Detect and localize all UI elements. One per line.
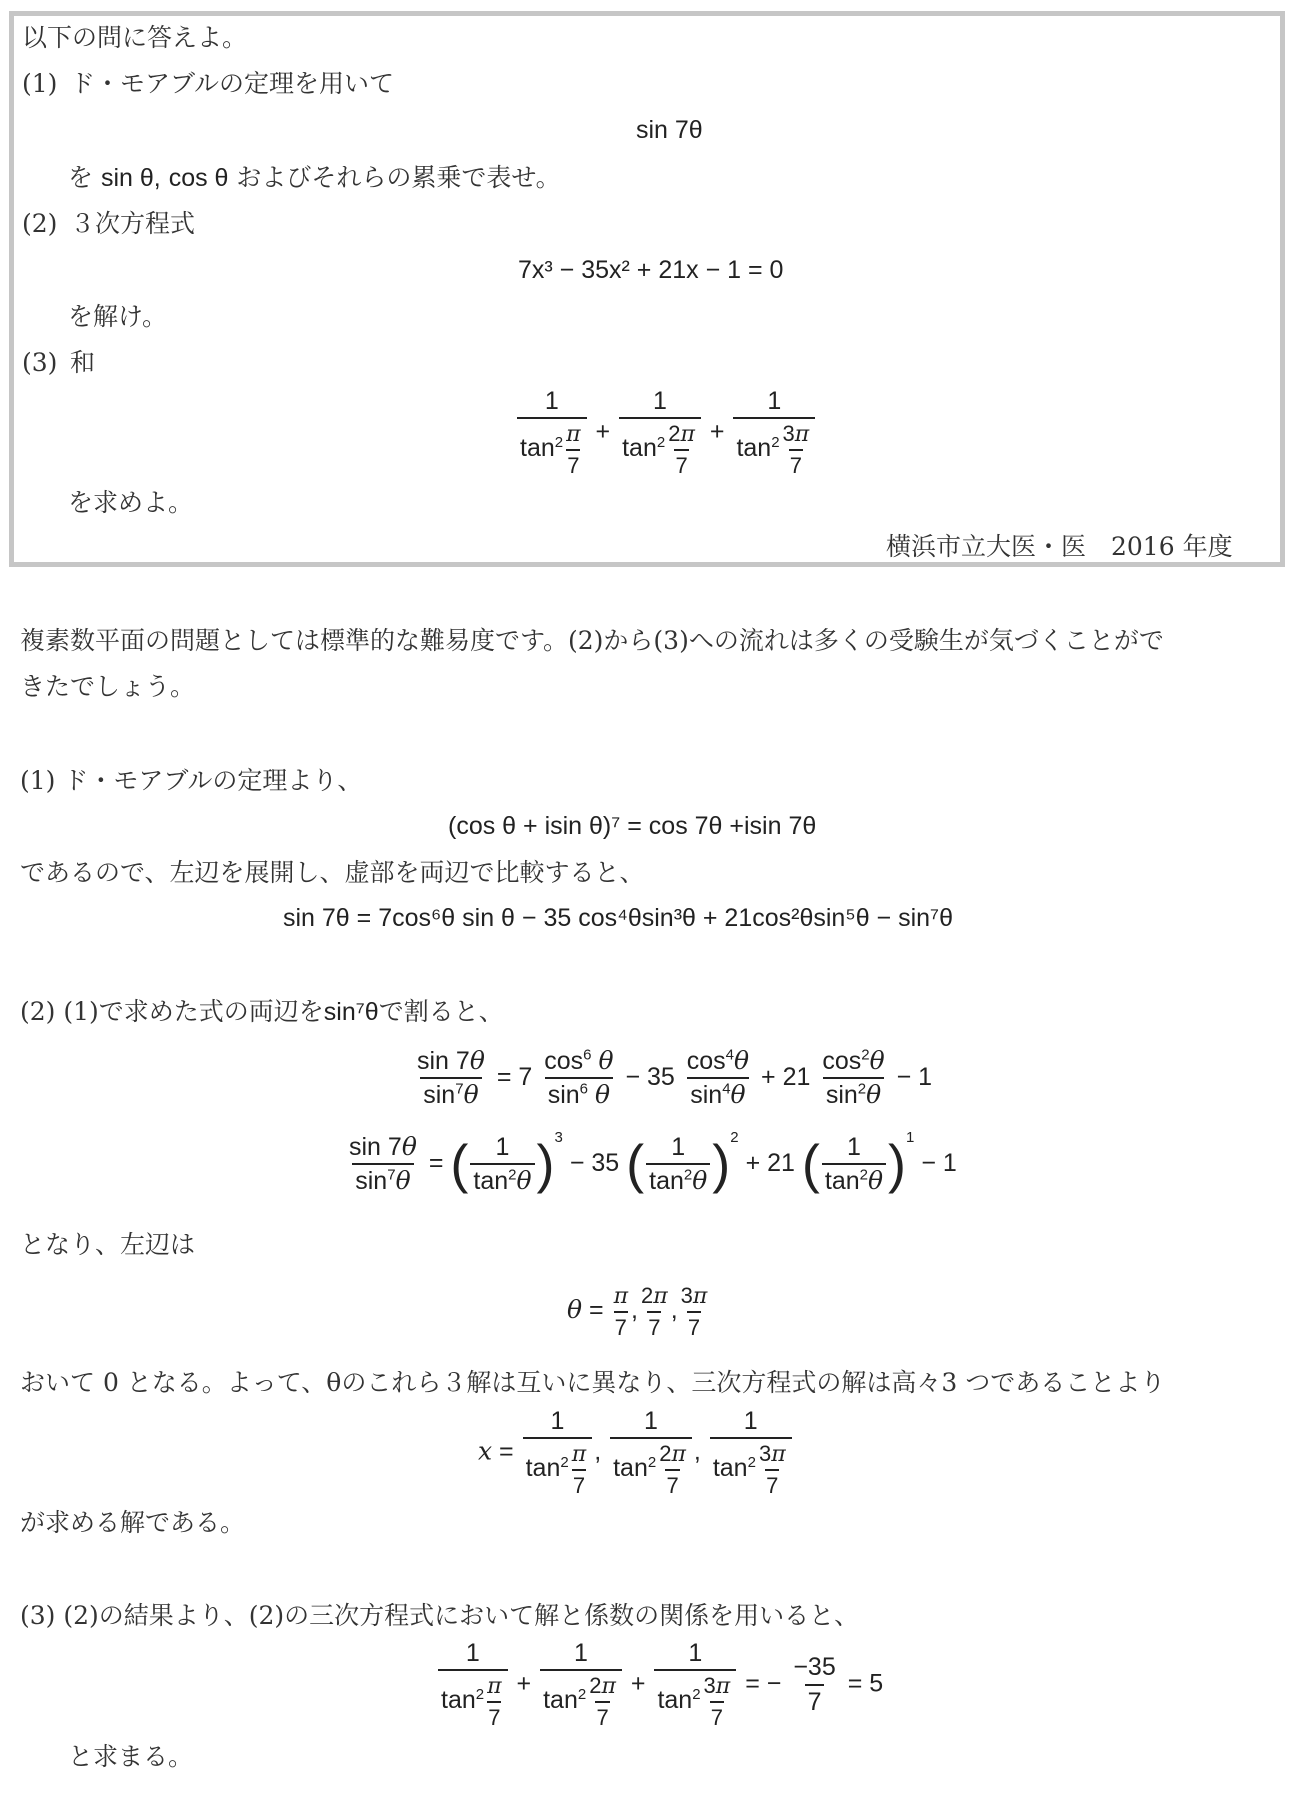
q3-label: (3) bbox=[22, 348, 58, 377]
solution-3-heading: (3) (2)の結果より、(2)の三次方程式において解と係数の関係を用いると、 bbox=[20, 1601, 860, 1630]
q1-expression: sin 7θ bbox=[636, 116, 703, 144]
solution-1-equation-1: (cos θ + isin θ)⁷ = cos 7θ +isin 7θ bbox=[448, 812, 817, 840]
q3-sum-expression: 1 $\tan^2$ $\frac{\pi}{7}$ + 1 $\tan^2$ $\frac{2\pi}{7}$ + 1 $\tan^2$ $\frac{3\pi}{7}$ bbox=[515, 388, 817, 477]
q3-text: 和 bbox=[70, 348, 96, 377]
solution-1-equation-2: sin 7θ = 7cos⁶θ sin θ − 35 cos⁴θsin³θ + 21cos²θsin⁵θ − sin⁷θ bbox=[283, 904, 953, 932]
q3-instruction: を求めよ。 bbox=[68, 488, 194, 517]
solution-2-equation-1: $\frac{\sin 7\theta}{\sin^7\theta}$ = 7 $\frac{\cos^6 \theta}{\sin^6 \theta}$ − 35 $\frac{\cos^4\theta}{\sin^4\theta}$ + 21 $\frac{\cos^2\theta}{\sin^2\theta}$ − 1 bbox=[417, 1046, 933, 1110]
commentary-line-1: 複素数平面の問題としては標準的な難易度です。(2)から(3)への流れは多くの受験生が気づくことがで bbox=[20, 626, 1164, 655]
problem-intro: 以下の問に答えよ。 bbox=[22, 23, 248, 52]
commentary-line-2: きたでしょう。 bbox=[20, 672, 196, 701]
solution-2-text-2: おいて 0 となる。よって、θのこれら３解は互いに異なり、三次方程式の解は高々3 つであることより bbox=[20, 1368, 1166, 1397]
solution-2-text-1: となり、左辺は bbox=[20, 1230, 196, 1259]
solution-3-conclusion: と求まる。 bbox=[68, 1742, 194, 1771]
solution-2-theta-values: θ = $\frac{\pi}{7}$ , $\frac{2\pi}{7}$ , $\frac{3\pi}{7}$ bbox=[567, 1283, 708, 1341]
solution-2-equation-2: $\frac{\sin 7\theta}{\sin^7\theta}$ = ( $\frac{1}{\tan^2\theta}$ )$^3$ − 35 ( $\frac{1}{\tan^2\theta}$ )$^2$ + 21 ( $\frac{1}{\tan^2\theta}$ )$^1$ − 1 bbox=[349, 1129, 957, 1196]
q2-label: (2) bbox=[22, 209, 58, 238]
q2-text: ３次方程式 bbox=[70, 209, 196, 238]
problem-source: 横浜市立大医・医 2016 年度 bbox=[886, 532, 1233, 561]
q2-equation: 7x³ − 35x² + 21x − 1 = 0 bbox=[518, 256, 784, 284]
q1-label: (1) bbox=[22, 69, 58, 98]
solution-1-text: であるので、左辺を展開し、虚部を両辺で比較すると、 bbox=[20, 858, 645, 887]
solution-2-heading: (2) (1)で求めた式の両辺をsin⁷θで割ると、 bbox=[20, 997, 504, 1026]
solution-2-roots: x = 1 $\tan^2$ $\frac{\pi}{7}$ , 1 $\tan^2$ $\frac{2\pi}{7}$ , 1 $\tan^2$ $\frac{3\pi}{7}$ bbox=[478, 1408, 794, 1497]
q1-text: ド・モアブルの定理を用いて bbox=[70, 69, 395, 98]
solution-1-heading: (1) ド・モアブルの定理より、 bbox=[20, 766, 363, 795]
q2-instruction: を解け。 bbox=[68, 302, 168, 331]
solution-3-equation: 1 $\tan^2$ $\frac{\pi}{7}$ + 1 $\tan^2$ $\frac{2\pi}{7}$ + 1 $\tan^2$ $\frac{3\pi}{7}$ = − $\frac{-35}{7}$ = 5 bbox=[436, 1640, 883, 1729]
q1-instruction: を sin θ, cos θ およびそれらの累乗で表せ。 bbox=[68, 163, 561, 192]
solution-2-conclusion: が求める解である。 bbox=[20, 1508, 246, 1537]
